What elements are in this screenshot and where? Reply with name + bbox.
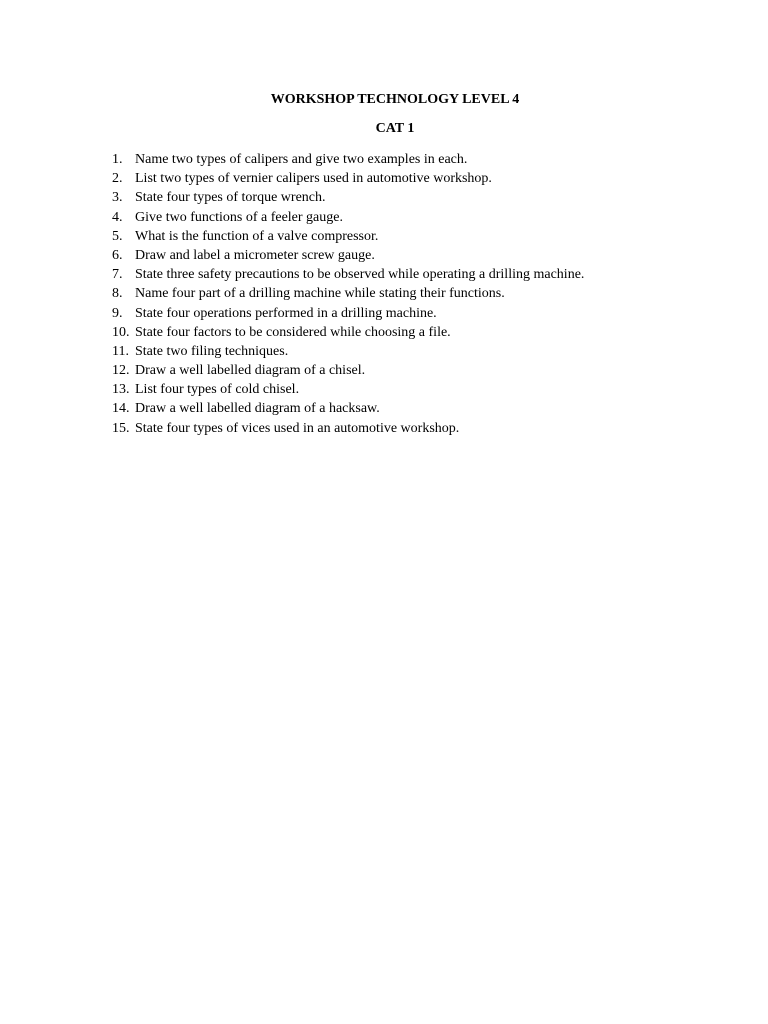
question-number: 12. [112,363,130,379]
question-number: 9. [112,305,123,321]
question-text: Give two functions of a feeler gauge. [135,209,343,225]
question-item [112,419,584,438]
question-item [112,342,584,361]
question-list [112,150,584,438]
question-item [112,380,584,399]
question-item [112,284,584,303]
question-number: 8. [112,286,123,302]
question-text: List two types of vernier calipers used in automotive workshop. [135,171,492,187]
question-item [112,323,584,342]
question-number: 6. [112,247,123,263]
question-item [112,208,584,227]
question-number: 5. [112,228,123,244]
question-item [112,169,584,188]
question-text: Name four part of a drilling machine while stating their functions. [135,286,505,302]
question-number: 4. [112,209,123,225]
question-number: 15. [112,420,130,436]
question-item [112,246,584,265]
question-item [112,227,584,246]
question-text: State two filing techniques. [135,343,289,359]
document-subtitle: CAT 1 [375,121,415,136]
question-number: 13. [112,382,130,398]
question-item [112,265,584,284]
question-text: Draw a well labelled diagram of a hacksaw. [135,401,380,417]
question-item [112,361,584,380]
question-text: What is the function of a valve compressor. [135,228,379,244]
question-text: Draw and label a micrometer screw gauge. [135,247,375,263]
question-number: 14. [112,401,130,417]
question-text: State four factors to be considered while choosing a file. [135,324,451,340]
document-title: WORKSHOP TECHNOLOGY LEVEL 4 [270,92,520,107]
question-text: State four operations performed in a drilling machine. [135,305,437,321]
question-text: List four types of cold chisel. [135,382,300,398]
question-item [112,399,584,418]
question-number: 10. [112,324,130,340]
question-item [112,304,584,323]
question-text: State four types of torque wrench. [135,190,326,206]
question-number: 11. [112,343,129,359]
question-number: 1. [112,152,123,167]
question-text: Name two types of calipers and give two examples in each. [135,152,468,167]
question-number: 7. [112,267,123,283]
question-text: State three safety precautions to be observed while operating a drilling machine. [135,267,585,283]
question-text: Draw a well labelled diagram of a chisel. [135,363,366,379]
question-number: 2. [112,171,123,187]
question-text: State four types of vices used in an automotive workshop. [135,420,460,436]
question-item [112,188,584,207]
question-item [112,150,584,169]
question-number: 3. [112,190,123,206]
